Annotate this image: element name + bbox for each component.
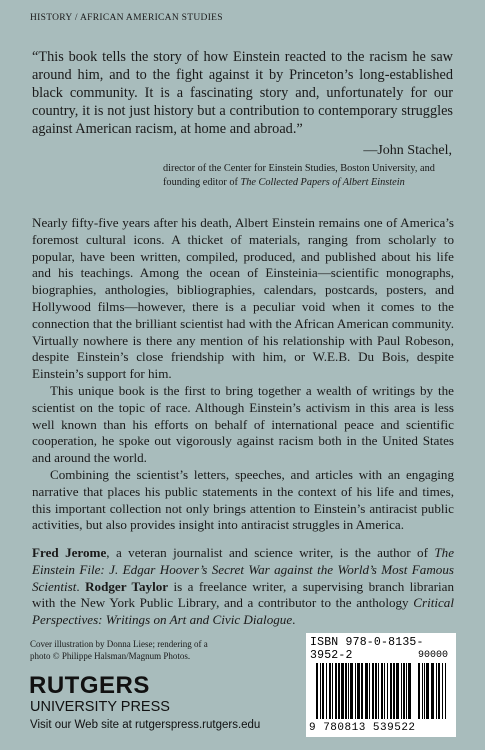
- barcode-bar: [384, 663, 385, 719]
- barcode-bar: [357, 663, 360, 719]
- barcode-bar: [326, 663, 327, 719]
- barcode-bar: [341, 663, 344, 719]
- ean-number: 9 780813 539522: [309, 722, 416, 734]
- barcode-bar: [406, 663, 407, 719]
- barcode-bar: [355, 663, 356, 719]
- barcode-bar: [381, 663, 383, 719]
- barcode-bar: [329, 663, 331, 719]
- author-name-2: Rodger Taylor: [85, 578, 169, 594]
- quote-attribution-name: —John Stachel,: [363, 143, 452, 158]
- barcode-bar: [350, 663, 353, 719]
- barcode-bar: [378, 663, 379, 719]
- barcode-bar: [369, 663, 370, 719]
- addon-barcode-bars: [418, 663, 452, 719]
- publisher-logo: RUTGERS: [29, 672, 150, 699]
- quote-attribution-role: [163, 162, 463, 190]
- author-bio-text-4: .: [292, 612, 296, 628]
- barcode-bar: [372, 663, 374, 719]
- barcode-bar: [335, 663, 337, 719]
- barcode-bar: [393, 663, 395, 719]
- barcode-bar: [418, 663, 420, 719]
- barcode-bar: [438, 663, 440, 719]
- barcode-bar: [348, 663, 349, 719]
- author-book-2: Critical Perspectives: Writings on Art and Civic Dialogue: [32, 595, 454, 628]
- attribution-role-prefix: founding editor of: [163, 177, 241, 188]
- endorsement-quote: “This book tells the story of how Einstein reacted to the racism he saw around him, and to the fight against it by Princeton’s long-established black community. It is a fascinating story and, unfortunately for our country, it is not just history but a contribution to contemporary struggles against American racism, at home and abroad.”: [32, 49, 453, 137]
- barcode: [306, 633, 456, 737]
- barcode-bar: [375, 663, 377, 719]
- barcode-bar: [445, 663, 446, 719]
- isbn-text: ISBN 978-0-8135-3952-2: [310, 636, 424, 662]
- barcode-bar: [322, 663, 324, 719]
- price-code: 90000: [418, 650, 449, 661]
- barcode-bar: [426, 663, 429, 719]
- barcode-bar: [422, 663, 423, 719]
- category-label: HISTORY / AFRICAN AMERICAN STUDIES: [30, 13, 223, 23]
- barcode-bar: [408, 663, 411, 719]
- description-paragraph-2: This unique book is the first to bring together a wealth of writings by the scientist on the topic of race. Although Einstein’s activism in this area is less well known than his efforts on behalf of international peace and scientific cooperation, he spoke out vigorously against racism both in the United States and around the world.: [32, 382, 454, 466]
- ean-barcode-bars: [316, 663, 414, 719]
- barcode-bar: [332, 663, 333, 719]
- barcode-bar: [431, 663, 434, 719]
- author-bio: [32, 545, 454, 629]
- author-bio-text-2: .: [76, 578, 86, 594]
- barcode-bar: [390, 663, 392, 719]
- barcode-bar: [361, 663, 363, 719]
- publisher-press-name: UNIVERSITY PRESS: [30, 699, 170, 715]
- author-bio-text-3: is a freelance writer, a supervising branch librarian with the New York Public Library, and a contributor to the anthology: [32, 578, 454, 611]
- cover-credit: Cover illustration by Donna Liese; rendering of a photo © Philippe Halsman/Magnum Photos.: [30, 639, 208, 661]
- barcode-bar: [387, 663, 388, 719]
- barcode-bar: [396, 663, 399, 719]
- barcode-bar: [403, 663, 405, 719]
- barcode-bar: [316, 663, 318, 719]
- description-paragraph-1: Nearly fifty-five years after his death, Albert Einstein remains one of America’s foremost cultural icons. A thicket of materials, ranging from scholarly to popular, have been written, compiled, produced, and published about his life and his teachings. Among the ocean of Einsteinia—scientific monographs, biographies, anthologies, bibliographies, calendars, postcards, posters, and Hollywood films—however, there is a peculiar void when it comes to the connection that the brilliant scientist had with the African American community. Virtually nowhere is there any mention of his relationship with Paul Robeson, despite Einstein’s close friendship with him, or W.E.B. Du Bois, despite Einstein’s support for him.: [32, 215, 454, 382]
- barcode-bar: [424, 663, 425, 719]
- author-name-1: Fred Jerome: [32, 545, 107, 560]
- barcode-bar: [345, 663, 347, 719]
- barcode-bar: [442, 663, 443, 719]
- author-bio-text-1: , a veteran journalist and science writer, is the author of: [106, 545, 435, 560]
- attribution-book-title: The Collected Papers of Albert Einstein: [240, 177, 405, 188]
- book-description: [32, 215, 454, 534]
- barcode-bar: [401, 663, 402, 719]
- barcode-bar: [338, 663, 340, 719]
- description-paragraph-3: Combining the scientist’s letters, speeches, and articles with an engaging narrative that places his public statements in the context of his life and times, this important collection not only brings attention to Einstein’s antiracist public activities, but also provides insight into antiracist struggles in America.: [32, 466, 454, 533]
- barcode-bar: [320, 663, 321, 719]
- barcode-bar: [365, 663, 368, 719]
- barcode-bar: [436, 663, 437, 719]
- author-book-1: The Einstein File: J. Edgar Hoover’s Secret War against the World’s Most Famous Scientist: [32, 545, 454, 594]
- attribution-role-line2: [163, 176, 463, 190]
- attribution-role-line1: director of the Center for Einstein Studies, Boston University, and: [163, 163, 435, 174]
- publisher-website: Visit our Web site at rutgerspress.rutgers.edu: [30, 719, 261, 731]
